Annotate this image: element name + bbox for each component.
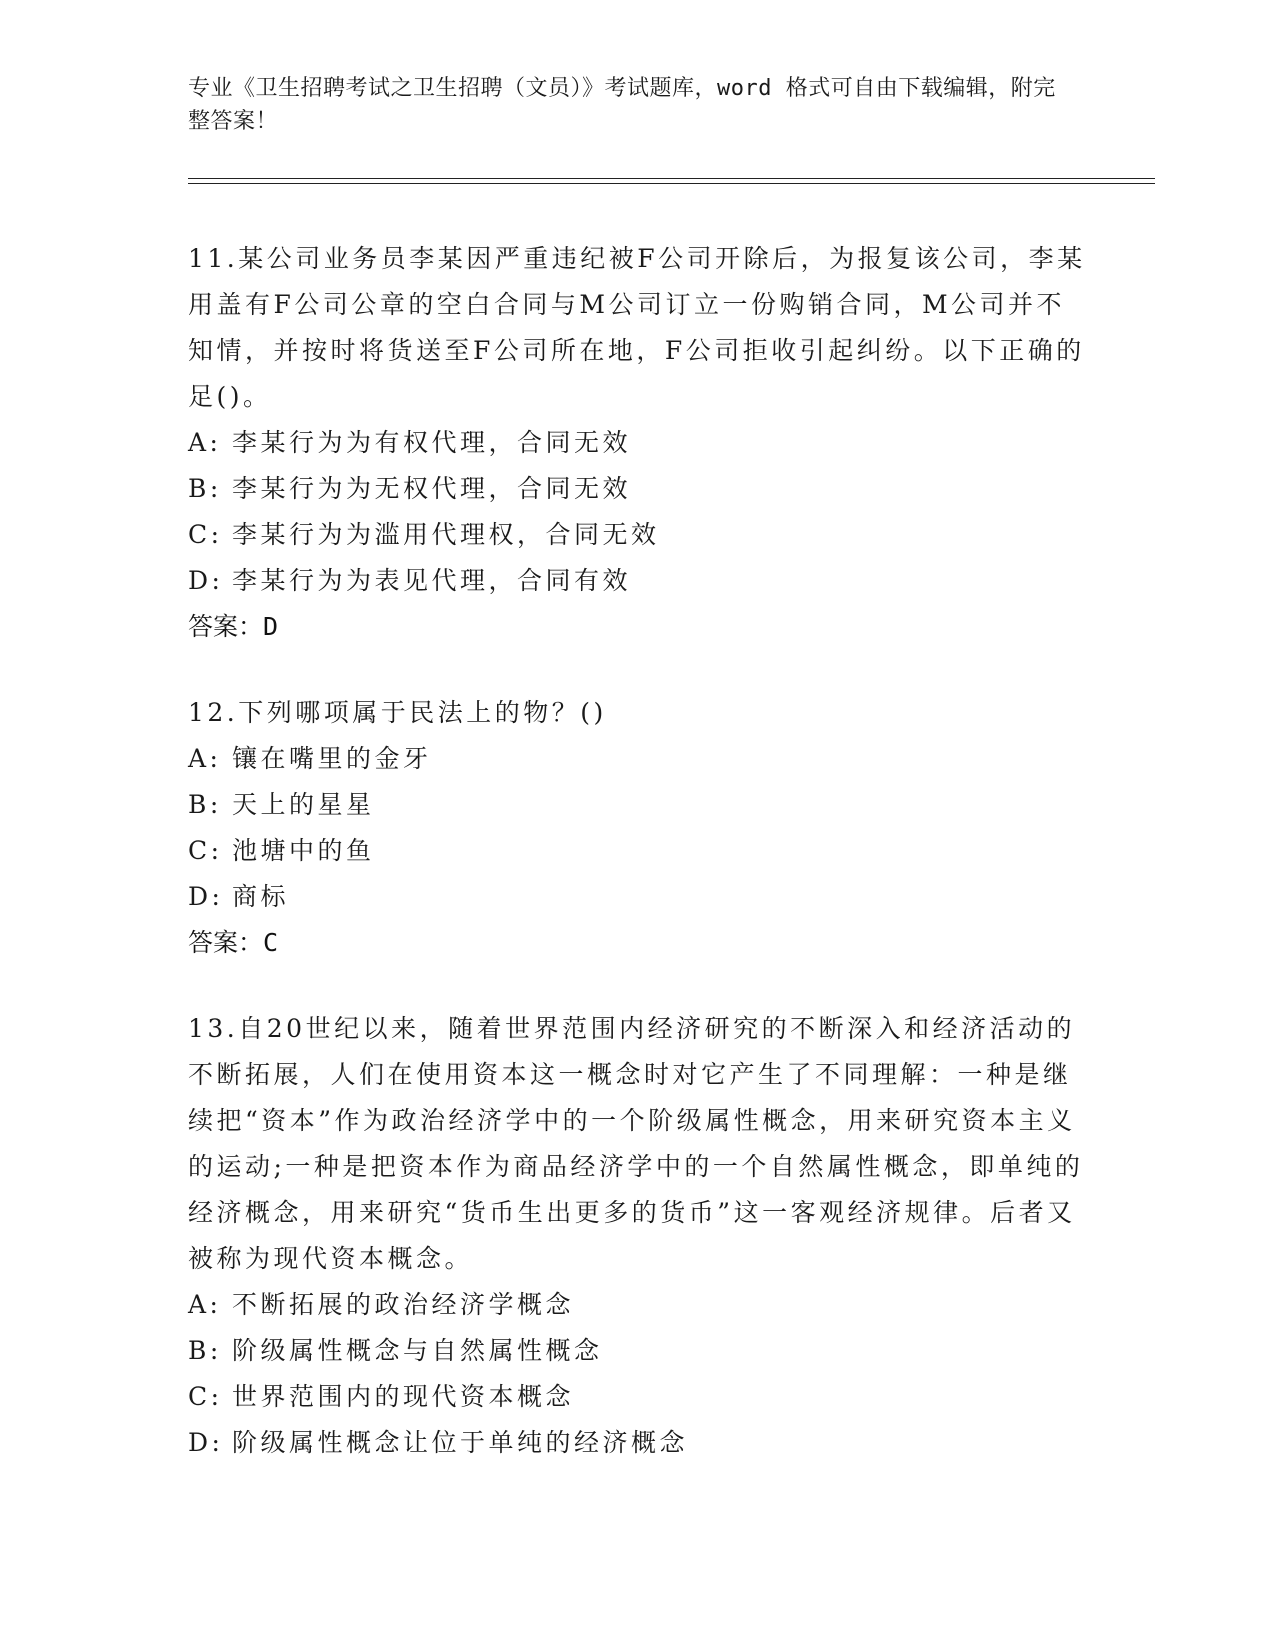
option-text: 商标 [232, 882, 290, 911]
option-text: 阶级属性概念与自然属性概念 [232, 1336, 603, 1365]
option-d [188, 874, 1088, 920]
option-text: 不断拓展的政治经济学概念 [232, 1290, 575, 1319]
option-letter: D: [188, 566, 224, 595]
option-letter: A: [188, 428, 222, 457]
option-text: 李某行为为有权代理，合同无效 [232, 428, 632, 457]
option-a [188, 420, 1088, 466]
question-12 [188, 690, 1088, 966]
option-text: 天上的星星 [232, 790, 375, 819]
option-text: 李某行为为表见代理，合同有效 [232, 566, 632, 595]
option-text: 阶级属性概念让位于单纯的经济概念 [232, 1428, 689, 1457]
option-b [188, 466, 1088, 512]
option-letter: B: [188, 474, 222, 503]
option-letter: C: [188, 520, 223, 549]
option-b [188, 1328, 1088, 1374]
option-letter: A: [188, 1290, 222, 1319]
option-a [188, 736, 1088, 782]
option-c [188, 512, 1088, 558]
option-text: 李某行为为无权代理，合同无效 [232, 474, 632, 503]
question-stem: 12.下列哪项属于民法上的物？() [188, 698, 607, 727]
option-letter: D: [188, 882, 224, 911]
option-a [188, 1282, 1088, 1328]
option-letter: B: [188, 1336, 222, 1365]
question-list [188, 236, 1088, 1506]
option-letter: B: [188, 790, 222, 819]
option-letter: C: [188, 836, 223, 865]
answer: 答案：D [188, 612, 279, 641]
option-letter: D: [188, 1428, 224, 1457]
option-d [188, 1420, 1088, 1466]
option-letter: C: [188, 1382, 223, 1411]
option-text: 世界范围内的现代资本概念 [232, 1382, 575, 1411]
option-b [188, 782, 1088, 828]
option-text: 李某行为为滥用代理权，合同无效 [232, 520, 660, 549]
header-rule-top [188, 178, 1155, 179]
question-11 [188, 236, 1088, 650]
option-c [188, 828, 1088, 874]
option-c [188, 1374, 1088, 1420]
option-d [188, 558, 1088, 604]
header-text: 专业《卫生招聘考试之卫生招聘（文员）》考试题库，word 格式可自由下载编辑，附完整答案！ [188, 76, 1056, 134]
answer: 答案：C [188, 928, 279, 957]
document-header [188, 72, 1068, 138]
option-text: 镶在嘴里的金牙 [232, 744, 432, 773]
option-text: 池塘中的鱼 [232, 836, 375, 865]
header-rule-bottom [188, 183, 1155, 184]
question-stem: 13.自20世纪以来，随着世界范围内经济研究的不断深入和经济活动的不断拓展，人们在使用资本这一概念时对它产生了不同理解：一种是继续把“资本”作为政治经济学中的一个阶级属性概念，用来研究资本主义的运动;一种是把资本作为商品经济学中的一个自然属性概念，即单纯的经济概念，用来研究“货币生出更多的货币”这一客观经济规律。后者又被称为现代资本概念。 [188, 1014, 1084, 1273]
option-letter: A: [188, 744, 222, 773]
question-13 [188, 1006, 1088, 1466]
question-stem: 11.某公司业务员李某因严重违纪被F公司开除后，为报复该公司，李某用盖有F公司公章的空白合同与M公司订立一份购销合同，M公司并不知情，并按时将货送至F公司所在地，F公司拒收引起纠纷。以下正确的足()。 [188, 244, 1086, 411]
